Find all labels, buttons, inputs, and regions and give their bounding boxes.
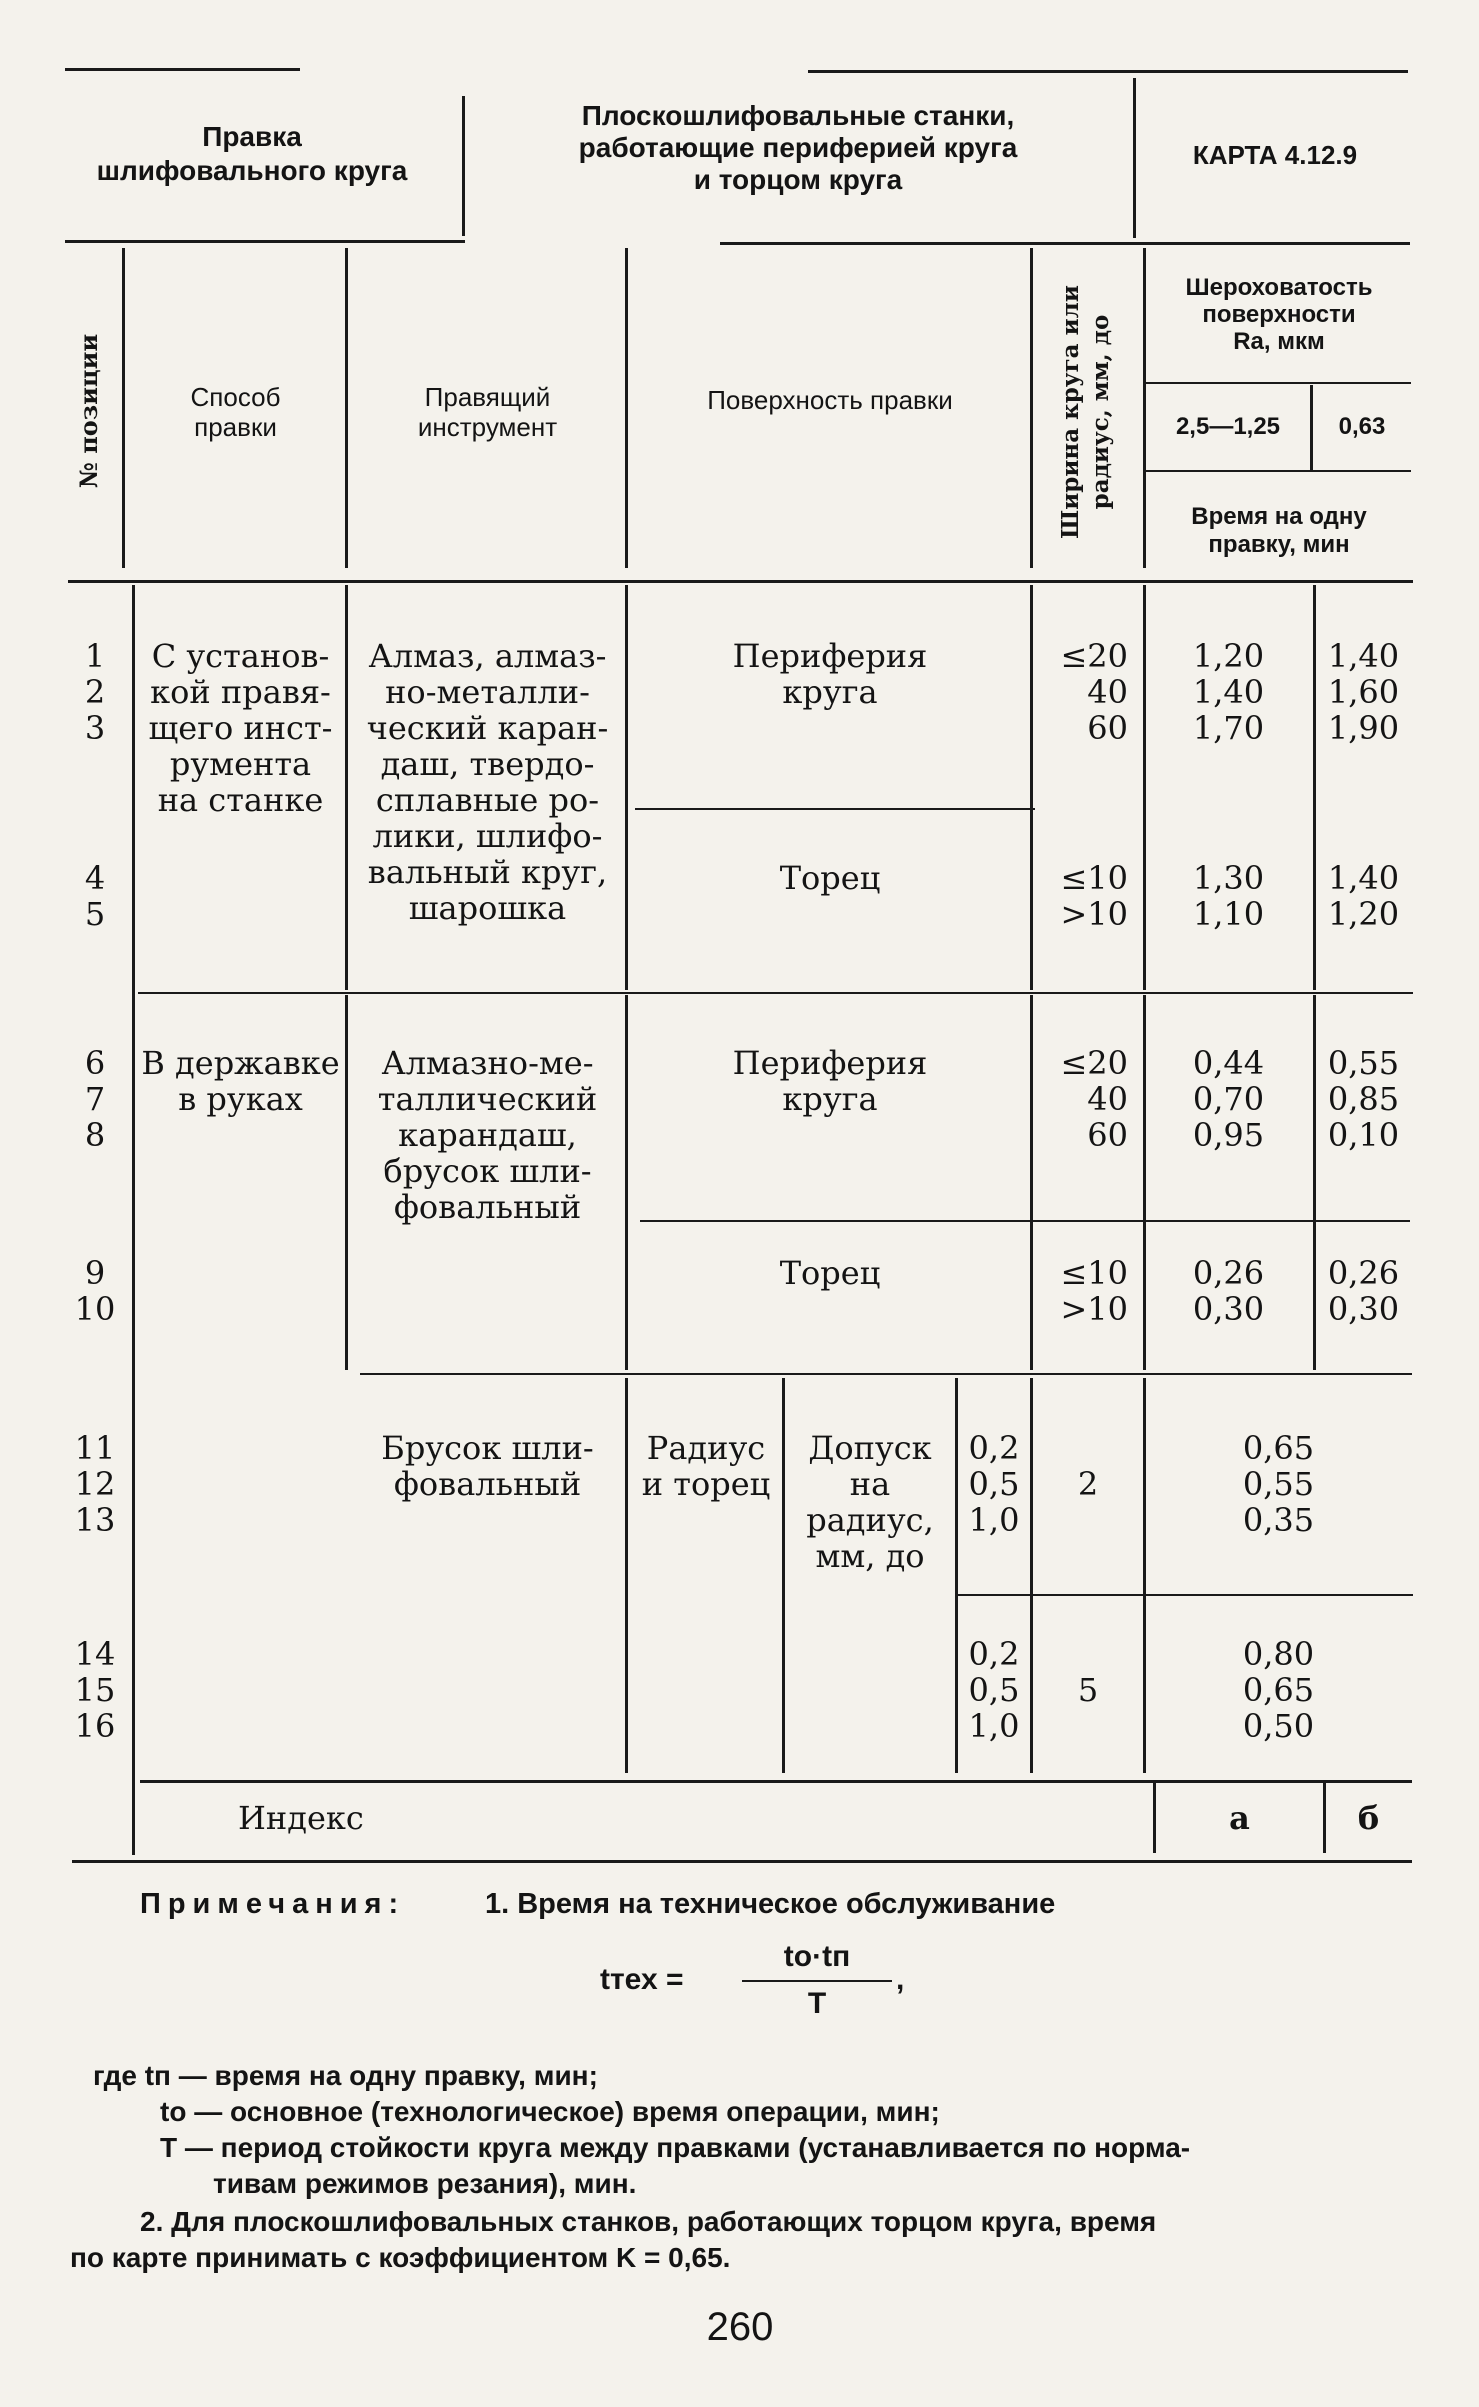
surface-5: Радиус и торец	[641, 1429, 771, 1503]
header-rule-bottom-right	[720, 242, 1410, 245]
a-4: 0,26 0,30	[1192, 1254, 1265, 1328]
index-a: а	[1229, 1799, 1250, 1837]
col-line-1	[122, 248, 125, 568]
surface-1: Периферия круга	[732, 637, 928, 711]
where-1: где tп — время на одну правку, мин;	[93, 2060, 598, 2091]
body-line-tool-a	[625, 585, 628, 990]
width-4: ≤10 >10	[1060, 1254, 1128, 1328]
col-pos-header: № позиции	[74, 333, 103, 489]
tool-1: Алмаз, алмаз- но-металли- ческий каран- даш, твердо- сплавные ро- лики, шлифо- вальный круг, шарошка	[366, 637, 609, 927]
col-surface-header: Поверхность правки	[707, 385, 953, 415]
formula-tail: ,	[896, 1963, 905, 1996]
header-rule-top-left	[65, 68, 300, 71]
surface-3: Периферия круга	[732, 1044, 928, 1118]
width-1: ≤20 40 60	[1060, 637, 1128, 747]
notes-title: Примечания:	[140, 1888, 406, 1920]
method-2: В державке в руках	[141, 1044, 340, 1118]
tolerance-label: Допуск на радиус, мм, до	[806, 1429, 934, 1575]
tool-2: Алмазно-ме- таллический карандаш, брусок шли- фовальный	[377, 1044, 598, 1226]
page-number: 260	[706, 2305, 774, 2349]
width-5: 2	[1077, 1465, 1099, 1503]
a-3: 0,44 0,70 0,95	[1192, 1044, 1265, 1154]
formula-lhs: tтех =	[600, 1963, 684, 1996]
sep-index	[140, 1780, 1412, 1783]
header-left-title: Правка шлифовального круга	[96, 121, 408, 186]
time-split-line	[1146, 470, 1411, 472]
where-2: tо — основное (технологическое) время операции, мин;	[160, 2096, 940, 2127]
col-line-6	[1310, 385, 1313, 470]
a-2: 1,30 1,10	[1192, 859, 1265, 933]
body-line-pos	[132, 585, 135, 1855]
pos-4-5: 4 5	[84, 859, 106, 933]
col-time-header: Время на одну правку, мин	[1191, 503, 1367, 558]
body-line-width-c	[1030, 1378, 1033, 1773]
tolerance-2: 0,2 0,5 1,0	[968, 1635, 1020, 1745]
b-1: 1,40 1,60 1,90	[1327, 637, 1400, 747]
formula-denominator: T	[807, 1987, 827, 2020]
body-line-method-b	[345, 995, 348, 1370]
where-3b: тивам режимов резания), мин.	[213, 2168, 637, 2199]
header-bottom-line	[68, 580, 1413, 583]
header-middle-title: Плоскошлифовальные станки, работающие периферией круга и торцом круга	[578, 100, 1018, 195]
card-label: КАРТА 4.12.9	[1192, 140, 1358, 170]
col-line-3	[625, 248, 628, 568]
col-line-4	[1030, 248, 1033, 568]
notes-item-1: 1. Время на техническое обслуживание	[485, 1888, 1056, 1920]
pos-14-16: 14 15 16	[74, 1635, 116, 1745]
col-line-2	[345, 248, 348, 568]
ab-5: 0,65 0,55 0,35	[1242, 1429, 1315, 1539]
ab-6: 0,80 0,65 0,50	[1242, 1635, 1315, 1745]
formula-bar	[742, 1980, 892, 1982]
tolerance-1: 0,2 0,5 1,0	[968, 1429, 1020, 1539]
col-tool-header: Правящий инструмент	[417, 382, 558, 442]
pos-11-13: 11 12 13	[74, 1429, 116, 1539]
sep-tol-c	[958, 1594, 1413, 1596]
b-4: 0,26 0,30	[1327, 1254, 1400, 1328]
notes-item-2a: 2. Для плоскошлифовальных станков, работающих торцом круга, время	[140, 2206, 1157, 2237]
header-divider-2	[1133, 78, 1136, 238]
width-2: ≤10 >10	[1060, 859, 1128, 933]
col-rough-a: 2,5—1,25	[1175, 413, 1281, 440]
index-b: б	[1357, 1799, 1380, 1837]
header-rule-top-right	[808, 70, 1408, 73]
sep-surface-1	[635, 808, 1035, 810]
formula-numerator: tо·tп	[783, 1940, 851, 1973]
width-3: ≤20 40 60	[1060, 1044, 1128, 1154]
sep-surface-2	[640, 1220, 1410, 1222]
body-line-surface-c	[782, 1378, 785, 1773]
rough-split-line	[1146, 382, 1411, 384]
sep-table-end	[72, 1860, 1412, 1863]
method-1: С установ- кой правя- щего инст- румента на станке	[148, 637, 333, 819]
col-width-header: Ширина круга или радиус, мм, до	[1057, 285, 1114, 539]
header-rule-bottom-left	[65, 240, 465, 243]
sep-tool-c	[360, 1373, 1412, 1375]
a-1: 1,20 1,40 1,70	[1192, 637, 1265, 747]
tool-3: Брусок шли- фовальный	[381, 1429, 594, 1503]
col-rough-b: 0,63	[1338, 413, 1386, 440]
col-roughness-header: Шероховатость поверхности Ra, мкм	[1185, 274, 1373, 355]
pos-9-10: 9 10	[74, 1254, 116, 1328]
width-6: 5	[1077, 1671, 1099, 1709]
where-3: T — период стойкости круга между правками (устанавливается по норма-	[160, 2132, 1191, 2163]
b-3: 0,55 0,85 0,10	[1327, 1044, 1400, 1154]
b-2: 1,40 1,20	[1327, 859, 1400, 933]
body-line-tool-c	[625, 1378, 628, 1773]
index-label: Индекс	[238, 1799, 364, 1837]
header-divider-1	[462, 96, 465, 236]
col-line-5	[1143, 248, 1146, 568]
surface-2: Торец	[779, 859, 881, 897]
sep-group-a	[138, 992, 1413, 994]
body-line-tool-b	[625, 995, 628, 1370]
pos-1-3: 1 2 3	[84, 637, 106, 747]
col-method-header: Способ правки	[190, 382, 281, 442]
surface-4: Торец	[779, 1254, 881, 1292]
pos-6-8: 6 7 8	[84, 1044, 106, 1154]
body-line-method	[345, 585, 348, 990]
notes-item-2b: по карте принимать с коэффициентом K = 0,65.	[70, 2242, 731, 2273]
